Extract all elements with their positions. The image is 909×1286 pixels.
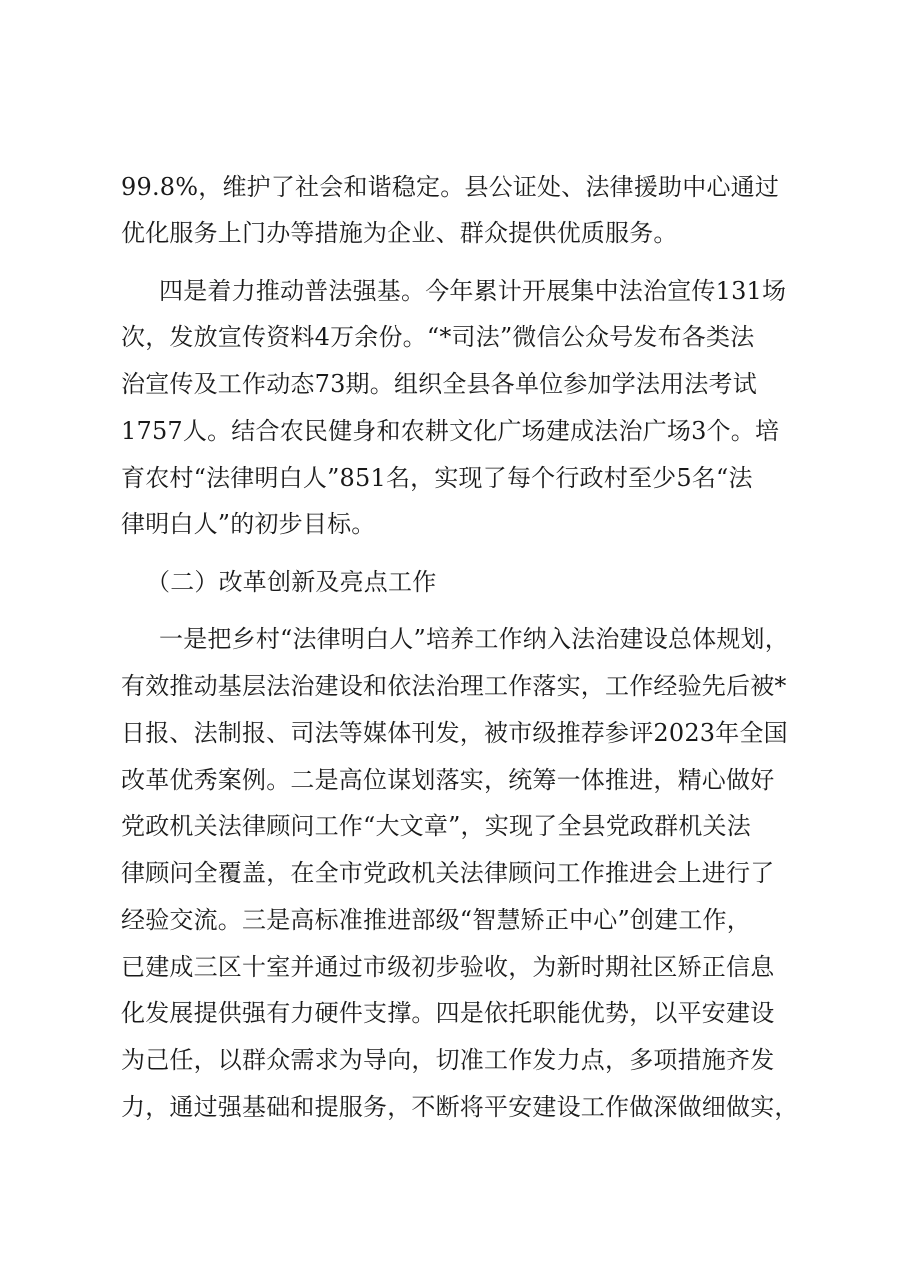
paragraph-line: 1757人。结合农民健身和农耕文化广场建成法治广场3个。培 — [121, 417, 780, 445]
paragraph-line: 次，发放宣传资料4万余份。“*司法”微信公众号发布各类法 — [121, 323, 755, 351]
paragraph-line: 治宣传及工作动态73期。组织全县各单位参加学法用法考试 — [121, 370, 757, 398]
paragraph-line: 日报、法制报、司法等媒体刊发，被市级推荐参评2023年全国 — [121, 719, 788, 747]
paragraph-line: 99.8%，维护了社会和谐稳定。县公证处、法律援助中心通过 — [121, 173, 780, 201]
paragraph-line: 律顾问全覆盖，在全市党政机关法律顾问工作推进会上进行了 — [121, 859, 775, 887]
paragraph-line: 育农村“法律明白人”851名，实现了每个行政村至少5名“法 — [121, 464, 753, 492]
paragraph-line: 改革优秀案例。二是高位谋划落实，统筹一体推进，精心做好 — [121, 766, 775, 794]
paragraph-line: 一是把乡村“法律明白人”培养工作纳入法治建设总体规划， — [159, 625, 789, 653]
paragraph-line: 有效推动基层法治建设和依法治理工作落实，工作经验先后被* — [121, 672, 787, 700]
paragraph-line: 四是着力推动普法强基。今年累计开展集中法治宣传131场 — [159, 277, 787, 305]
paragraph-line: 已建成三区十室并通过市级初步验收，为新时期社区矫正信息 — [121, 953, 775, 981]
paragraph-line: 优化服务上门办等措施为企业、群众提供优质服务。 — [121, 219, 678, 247]
paragraph-line: 化发展提供强有力硬件支撑。四是依托职能优势，以平安建设 — [121, 999, 775, 1027]
paragraph-line: 经验交流。三是高标准推进部级“智慧矫正中心”创建工作， — [121, 906, 751, 934]
paragraph-line: 力，通过强基础和提服务，不断将平安建设工作做深做细做实， — [121, 1093, 799, 1121]
paragraph-line: 为己任，以群众需求为导向，切准工作发力点，多项措施齐发 — [121, 1046, 775, 1074]
section-heading: （二）改革创新及亮点工作 — [146, 568, 437, 596]
paragraph-line: 律明白人”的初步目标。 — [121, 510, 376, 538]
paragraph-line: 党政机关法律顾问工作“大文章”，实现了全县党政群机关法 — [121, 812, 751, 840]
